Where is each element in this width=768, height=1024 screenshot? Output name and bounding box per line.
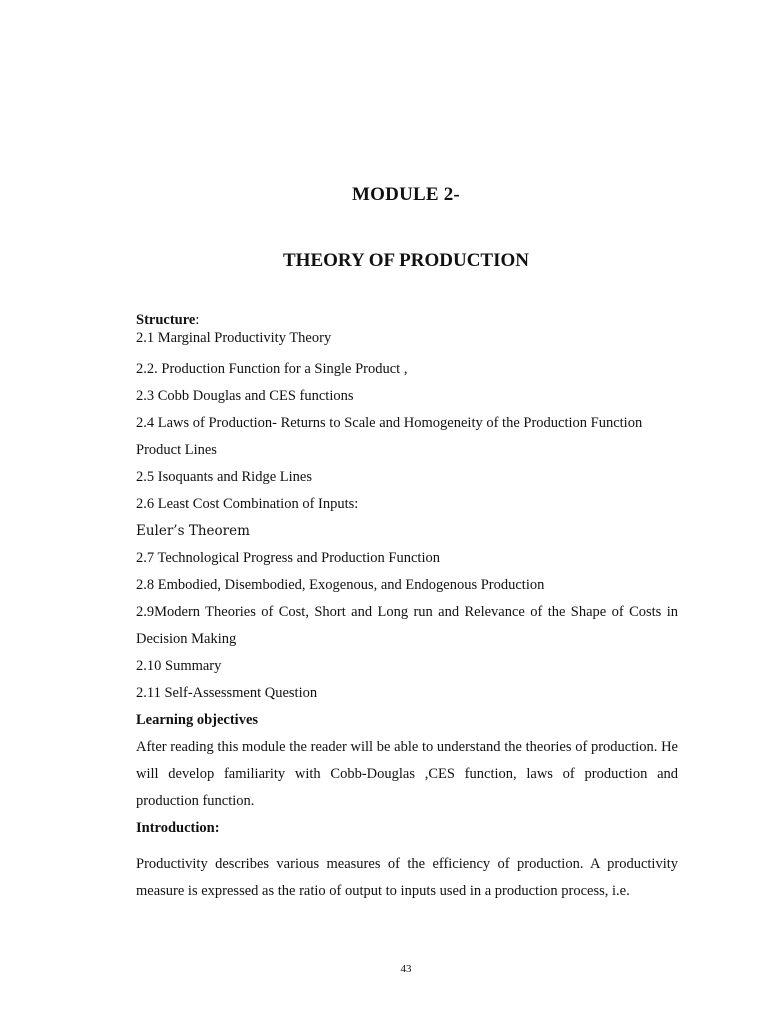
structure-item-product-lines: Product Lines xyxy=(136,442,217,458)
structure-item-2-4: 2.4 Laws of Production- Returns to Scale and Homogeneity of the Production Function xyxy=(136,415,643,431)
structure-item-2-7: 2.7 Technological Progress and Production Function xyxy=(136,550,440,566)
learning-objectives-text: After reading this module the reader will be able to understand the theories of production. He will develop familiarity with Cobb-Douglas ,CES function, laws of production and production function. xyxy=(136,739,678,809)
structure-item-2-5: 2.5 Isoquants and Ridge Lines xyxy=(136,469,312,485)
introduction-heading: Introduction: xyxy=(136,820,220,836)
structure-item-2-3: 2.3 Cobb Douglas and CES functions xyxy=(136,388,354,404)
introduction-text: Productivity describes various measures of the efficiency of production. A productivity measure is expressed as the ratio of output to inputs used in a production process, i.e. xyxy=(136,856,678,899)
structure-item-2-11: 2.11 Self-Assessment Question xyxy=(136,685,318,701)
structure-item-2-2: 2.2. Production Function for a Single Product , xyxy=(136,361,408,377)
structure-list xyxy=(136,329,678,707)
structure-colon: : xyxy=(195,312,200,328)
page-title: THEORY OF PRODUCTION xyxy=(283,250,529,271)
structure-item-2-9: 2.9Modern Theories of Cost, Short and Long run and Relevance of the Shape of Costs in Decision Making xyxy=(136,604,678,647)
structure-item-2-6: 2.6 Least Cost Combination of Inputs: xyxy=(136,496,359,512)
structure-item-2-8: 2.8 Embodied, Disembodied, Exogenous, and Endogenous Production xyxy=(136,577,545,593)
module-title: MODULE 2- xyxy=(352,184,460,205)
learning-objectives-heading: Learning objectives xyxy=(136,712,259,728)
structure-item-2-10: 2.10 Summary xyxy=(136,658,222,674)
page-number: 43 xyxy=(400,963,412,975)
structure-heading xyxy=(136,311,678,329)
structure-label: Structure xyxy=(136,312,196,328)
structure-item-2-1: 2.1 Marginal Productivity Theory xyxy=(136,330,332,346)
module-content xyxy=(136,311,678,905)
structure-item-euler-theorem: Euler’s Theorem xyxy=(136,523,250,539)
